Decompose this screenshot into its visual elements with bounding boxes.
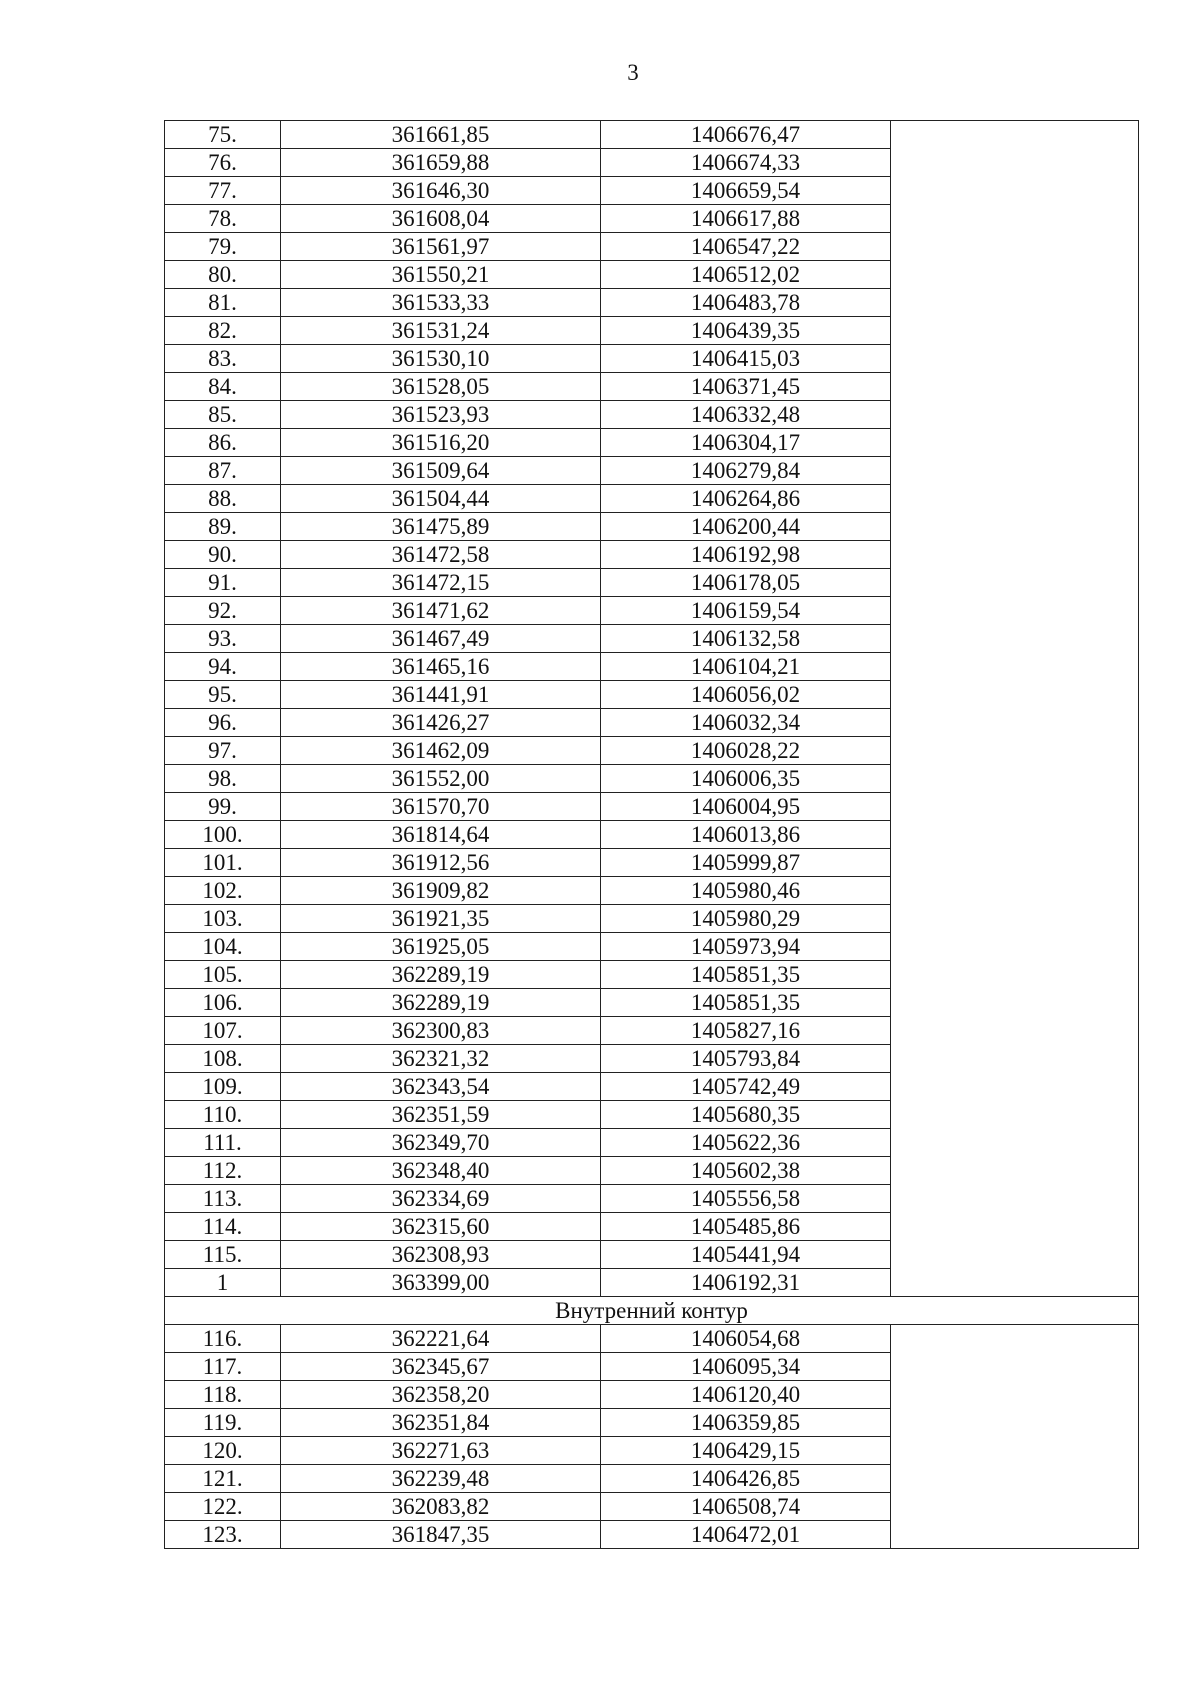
x-coordinate-cell: 362343,54 — [281, 1073, 601, 1101]
y-coordinate-cell: 1406004,95 — [601, 793, 891, 821]
x-coordinate-cell: 362271,63 — [281, 1437, 601, 1465]
x-coordinate-cell: 361471,62 — [281, 597, 601, 625]
point-number-cell: 97. — [165, 737, 281, 765]
x-coordinate-cell: 361528,05 — [281, 373, 601, 401]
y-coordinate-cell: 1406332,48 — [601, 401, 891, 429]
y-coordinate-cell: 1406483,78 — [601, 289, 891, 317]
point-number-cell: 83. — [165, 345, 281, 373]
y-coordinate-cell: 1405999,87 — [601, 849, 891, 877]
y-coordinate-cell: 1405793,84 — [601, 1045, 891, 1073]
point-number-cell: 121. — [165, 1465, 281, 1493]
x-coordinate-cell: 362351,59 — [281, 1101, 601, 1129]
point-number-cell: 87. — [165, 457, 281, 485]
x-coordinate-cell: 362289,19 — [281, 961, 601, 989]
x-coordinate-cell: 362348,40 — [281, 1157, 601, 1185]
y-coordinate-cell: 1406676,47 — [601, 121, 891, 149]
y-coordinate-cell: 1406547,22 — [601, 233, 891, 261]
x-coordinate-cell: 361570,70 — [281, 793, 601, 821]
point-number-cell: 116. — [165, 1325, 281, 1353]
y-coordinate-cell: 1405980,29 — [601, 905, 891, 933]
x-coordinate-cell: 361661,85 — [281, 121, 601, 149]
x-coordinate-cell: 362221,64 — [281, 1325, 601, 1353]
y-coordinate-cell: 1405680,35 — [601, 1101, 891, 1129]
x-coordinate-cell: 361467,49 — [281, 625, 601, 653]
y-coordinate-cell: 1405980,46 — [601, 877, 891, 905]
x-coordinate-cell: 361523,93 — [281, 401, 601, 429]
y-coordinate-cell: 1406120,40 — [601, 1381, 891, 1409]
y-coordinate-cell: 1406104,21 — [601, 653, 891, 681]
point-number-cell: 93. — [165, 625, 281, 653]
y-coordinate-cell: 1406472,01 — [601, 1521, 891, 1549]
x-coordinate-cell: 361921,35 — [281, 905, 601, 933]
point-number-cell: 110. — [165, 1101, 281, 1129]
point-number-cell: 105. — [165, 961, 281, 989]
y-coordinate-cell: 1406132,58 — [601, 625, 891, 653]
point-number-cell: 98. — [165, 765, 281, 793]
x-coordinate-cell: 361462,09 — [281, 737, 601, 765]
x-coordinate-cell: 361465,16 — [281, 653, 601, 681]
point-number-cell: 77. — [165, 177, 281, 205]
point-number-cell: 75. — [165, 121, 281, 149]
y-coordinate-cell: 1406013,86 — [601, 821, 891, 849]
point-number-cell: 86. — [165, 429, 281, 457]
outer-contour-rows — [165, 121, 1139, 1297]
point-number-cell: 80. — [165, 261, 281, 289]
point-number-cell: 100. — [165, 821, 281, 849]
point-number-cell: 107. — [165, 1017, 281, 1045]
x-coordinate-cell: 361533,33 — [281, 289, 601, 317]
y-coordinate-cell: 1406439,35 — [601, 317, 891, 345]
x-coordinate-cell: 362300,83 — [281, 1017, 601, 1045]
page-number: 3 — [627, 60, 639, 85]
x-coordinate-cell: 362321,32 — [281, 1045, 601, 1073]
y-coordinate-cell: 1405556,58 — [601, 1185, 891, 1213]
point-number-cell: 1 — [165, 1269, 281, 1297]
point-number-cell: 101. — [165, 849, 281, 877]
empty-note-cell — [891, 1325, 1139, 1549]
y-coordinate-cell: 1406371,45 — [601, 373, 891, 401]
y-coordinate-cell: 1406429,15 — [601, 1437, 891, 1465]
table-row — [165, 1325, 1139, 1353]
y-coordinate-cell: 1405441,94 — [601, 1241, 891, 1269]
y-coordinate-cell: 1406359,85 — [601, 1409, 891, 1437]
x-coordinate-cell: 361925,05 — [281, 933, 601, 961]
point-number-cell: 103. — [165, 905, 281, 933]
y-coordinate-cell: 1406159,54 — [601, 597, 891, 625]
y-coordinate-cell: 1406032,34 — [601, 709, 891, 737]
x-coordinate-cell: 362345,67 — [281, 1353, 601, 1381]
x-coordinate-cell: 362289,19 — [281, 989, 601, 1017]
inner-contour-rows — [165, 1325, 1139, 1549]
inner-contour-title: Внутренний контур — [165, 1297, 1139, 1325]
x-coordinate-cell: 362334,69 — [281, 1185, 601, 1213]
x-coordinate-cell: 362349,70 — [281, 1129, 601, 1157]
y-coordinate-cell: 1406192,98 — [601, 541, 891, 569]
y-coordinate-cell: 1406095,34 — [601, 1353, 891, 1381]
x-coordinate-cell: 361814,64 — [281, 821, 601, 849]
point-number-cell: 96. — [165, 709, 281, 737]
x-coordinate-cell: 361646,30 — [281, 177, 601, 205]
x-coordinate-cell: 361530,10 — [281, 345, 601, 373]
x-coordinate-cell: 362239,48 — [281, 1465, 601, 1493]
x-coordinate-cell: 361426,27 — [281, 709, 601, 737]
point-number-cell: 111. — [165, 1129, 281, 1157]
point-number-cell: 99. — [165, 793, 281, 821]
x-coordinate-cell: 361608,04 — [281, 205, 601, 233]
x-coordinate-cell: 362351,84 — [281, 1409, 601, 1437]
y-coordinate-cell: 1405827,16 — [601, 1017, 891, 1045]
y-coordinate-cell: 1406512,02 — [601, 261, 891, 289]
point-number-cell: 114. — [165, 1213, 281, 1241]
x-coordinate-cell: 361472,58 — [281, 541, 601, 569]
point-number-cell: 79. — [165, 233, 281, 261]
x-coordinate-cell: 361550,21 — [281, 261, 601, 289]
x-coordinate-cell: 361509,64 — [281, 457, 601, 485]
point-number-cell: 118. — [165, 1381, 281, 1409]
table-row — [165, 121, 1139, 149]
point-number-cell: 117. — [165, 1353, 281, 1381]
y-coordinate-cell: 1405851,35 — [601, 989, 891, 1017]
y-coordinate-cell: 1406006,35 — [601, 765, 891, 793]
x-coordinate-cell: 362083,82 — [281, 1493, 601, 1521]
y-coordinate-cell: 1405485,86 — [601, 1213, 891, 1241]
point-number-cell: 94. — [165, 653, 281, 681]
x-coordinate-cell: 361912,56 — [281, 849, 601, 877]
y-coordinate-cell: 1406426,85 — [601, 1465, 891, 1493]
point-number-cell: 95. — [165, 681, 281, 709]
y-coordinate-cell: 1406279,84 — [601, 457, 891, 485]
x-coordinate-cell: 363399,00 — [281, 1269, 601, 1297]
point-number-cell: 91. — [165, 569, 281, 597]
point-number-cell: 84. — [165, 373, 281, 401]
x-coordinate-cell: 361531,24 — [281, 317, 601, 345]
point-number-cell: 76. — [165, 149, 281, 177]
y-coordinate-cell: 1406200,44 — [601, 513, 891, 541]
y-coordinate-cell: 1405851,35 — [601, 961, 891, 989]
section-row — [165, 1297, 1139, 1325]
point-number-cell: 82. — [165, 317, 281, 345]
point-number-cell: 123. — [165, 1521, 281, 1549]
point-number-cell: 112. — [165, 1157, 281, 1185]
x-coordinate-cell: 361475,89 — [281, 513, 601, 541]
y-coordinate-cell: 1405742,49 — [601, 1073, 891, 1101]
x-coordinate-cell: 361847,35 — [281, 1521, 601, 1549]
x-coordinate-cell: 361472,15 — [281, 569, 601, 597]
x-coordinate-cell: 361909,82 — [281, 877, 601, 905]
y-coordinate-cell: 1406508,74 — [601, 1493, 891, 1521]
point-number-cell: 109. — [165, 1073, 281, 1101]
point-number-cell: 113. — [165, 1185, 281, 1213]
point-number-cell: 119. — [165, 1409, 281, 1437]
point-number-cell: 92. — [165, 597, 281, 625]
x-coordinate-cell: 361659,88 — [281, 149, 601, 177]
inner-section-header — [165, 1297, 1139, 1325]
point-number-cell: 90. — [165, 541, 281, 569]
point-number-cell: 102. — [165, 877, 281, 905]
y-coordinate-cell: 1406674,33 — [601, 149, 891, 177]
x-coordinate-cell: 361441,91 — [281, 681, 601, 709]
point-number-cell: 106. — [165, 989, 281, 1017]
coordinates-table — [164, 120, 1139, 1549]
y-coordinate-cell: 1405622,36 — [601, 1129, 891, 1157]
y-coordinate-cell: 1406304,17 — [601, 429, 891, 457]
x-coordinate-cell: 362308,93 — [281, 1241, 601, 1269]
point-number-cell: 85. — [165, 401, 281, 429]
x-coordinate-cell: 361516,20 — [281, 429, 601, 457]
y-coordinate-cell: 1406054,68 — [601, 1325, 891, 1353]
y-coordinate-cell: 1406056,02 — [601, 681, 891, 709]
empty-note-cell — [891, 121, 1139, 1297]
point-number-cell: 89. — [165, 513, 281, 541]
x-coordinate-cell: 361504,44 — [281, 485, 601, 513]
point-number-cell: 122. — [165, 1493, 281, 1521]
y-coordinate-cell: 1406264,86 — [601, 485, 891, 513]
y-coordinate-cell: 1406617,88 — [601, 205, 891, 233]
point-number-cell: 81. — [165, 289, 281, 317]
point-number-cell: 78. — [165, 205, 281, 233]
y-coordinate-cell: 1406192,31 — [601, 1269, 891, 1297]
point-number-cell: 104. — [165, 933, 281, 961]
point-number-cell: 88. — [165, 485, 281, 513]
point-number-cell: 115. — [165, 1241, 281, 1269]
point-number-cell: 120. — [165, 1437, 281, 1465]
x-coordinate-cell: 361552,00 — [281, 765, 601, 793]
x-coordinate-cell: 362358,20 — [281, 1381, 601, 1409]
y-coordinate-cell: 1406659,54 — [601, 177, 891, 205]
x-coordinate-cell: 362315,60 — [281, 1213, 601, 1241]
y-coordinate-cell: 1406028,22 — [601, 737, 891, 765]
x-coordinate-cell: 361561,97 — [281, 233, 601, 261]
y-coordinate-cell: 1406415,03 — [601, 345, 891, 373]
y-coordinate-cell: 1405602,38 — [601, 1157, 891, 1185]
y-coordinate-cell: 1405973,94 — [601, 933, 891, 961]
point-number-cell: 108. — [165, 1045, 281, 1073]
y-coordinate-cell: 1406178,05 — [601, 569, 891, 597]
